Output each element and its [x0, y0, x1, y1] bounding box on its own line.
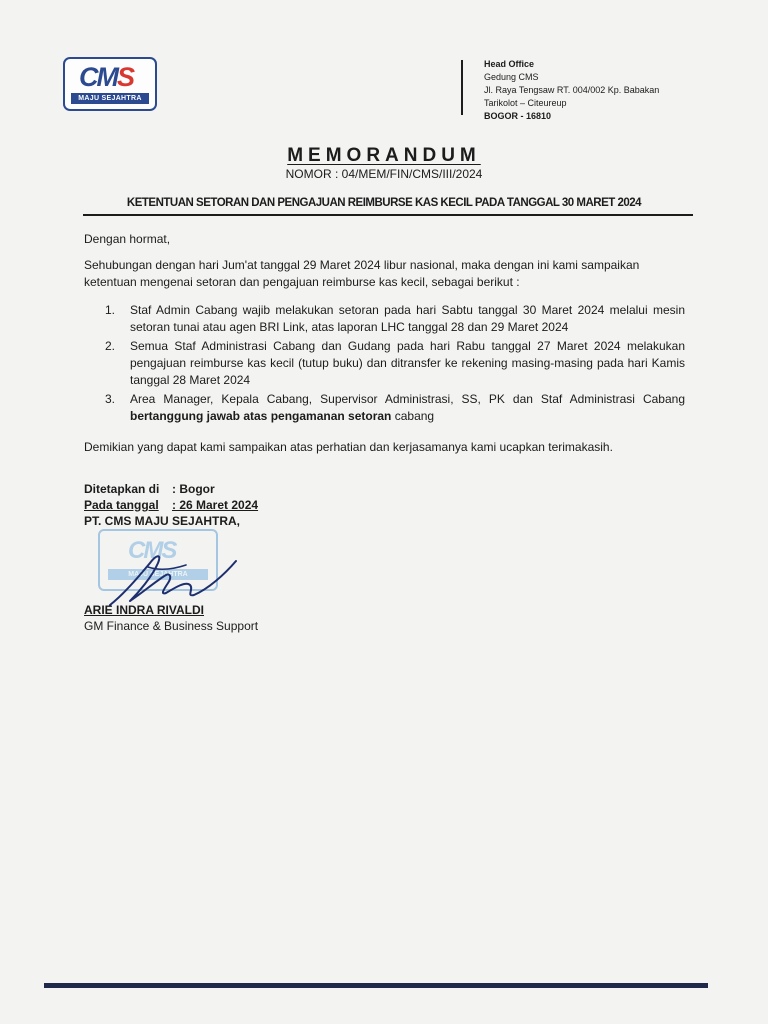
list-item-text: Area Manager, Kepala Cabang, Supervisor Administrasi, SS, PK dan Staf Administrasi Cabang — [130, 392, 685, 406]
list-item-number: 1. — [105, 303, 116, 317]
signature-company: PT. CMS MAJU SEJAHTRA, — [84, 514, 241, 528]
list-item — [105, 391, 685, 425]
intro-paragraph: Sehubungan dengan hari Jum'at tanggal 29 Maret 2024 libur nasional, maka dengan ini kami sampaikan ketentuan mengenai setoran dan pengajuan reimburse kas kecil, sebagai berikut : — [84, 258, 640, 289]
signatory-name: ARIE INDRA RIVALDI — [84, 603, 204, 617]
head-office-line3: Tarikolot – Citeureup — [484, 98, 567, 108]
memo-title — [0, 145, 768, 167]
head-office-line1: Gedung CMS — [484, 72, 539, 82]
header-divider — [461, 60, 463, 115]
list-item — [105, 338, 685, 389]
footer-bar — [44, 983, 708, 988]
signature-date-value: : 26 Maret 2024 — [172, 498, 259, 512]
logo-mark-left: CM — [79, 62, 117, 92]
signature-place-label: Ditetapkan di — [84, 482, 160, 496]
list-item-emphasis: bertanggung jawab atas pengamanan setoran — [130, 409, 392, 423]
memo-subject: KETENTUAN SETORAN DAN PENGAJUAN REIMBURSE KAS KECIL PADA TANGGAL 30 MARET 2024 — [126, 197, 642, 209]
head-office-address — [484, 58, 659, 123]
list-item-text-end: cabang — [391, 409, 435, 423]
head-office-line2: Jl. Raya Tengsaw RT. 004/002 Kp. Babakan — [484, 85, 660, 95]
head-office-line4: BOGOR - 16810 — [484, 111, 552, 121]
memo-number: NOMOR : 04/MEM/FIN/CMS/III/2024 — [285, 167, 483, 181]
list-item-text: Staf Admin Cabang wajib melakukan setoran pada hari Sabtu tanggal 30 Maret 2024 melalui mesin setoran tunai atau agen BRI Link, atas laporan LHC tanggal 28 dan 29 Maret 2024 — [130, 303, 685, 334]
logo-tagline: MAJU SEJAHTRA — [71, 93, 149, 104]
signature-date — [84, 497, 258, 513]
signatory-position: GM Finance & Business Support — [84, 619, 259, 633]
subject-rule — [83, 214, 693, 216]
signature-date-label: Pada tanggal — [84, 498, 159, 512]
memo-title-text: MEMORANDUM — [287, 145, 481, 166]
list-item — [105, 302, 685, 336]
head-office-label: Head Office — [484, 59, 535, 69]
list-item-text: Semua Staf Administrasi Cabang dan Gudang pada hari Rabu tanggal 27 Maret 2024 melakukan pengajuan reimburse kas kecil (tutup buku) dan ditransfer ke rekening masing-masing pada hari Kamis tanggal 28 Maret 2024 — [130, 339, 685, 387]
stamp-tagline: MAJU SEJAHTRA — [108, 569, 208, 580]
logo-mark-right: S — [117, 62, 134, 92]
signature-place — [84, 481, 215, 497]
provisions-list — [105, 302, 685, 427]
list-item-number: 2. — [105, 339, 116, 353]
company-logo — [63, 57, 157, 111]
logo-mark — [79, 62, 133, 92]
signature-place-value: : Bogor — [172, 482, 215, 496]
salutation: Dengan hormat, — [84, 232, 171, 246]
list-item-number: 3. — [105, 392, 116, 406]
closing-paragraph: Demikian yang dapat kami sampaikan atas perhatian dan kerjasamanya kami ucapkan terimakasih. — [84, 440, 613, 454]
stamp-mark: CMS — [128, 537, 176, 564]
